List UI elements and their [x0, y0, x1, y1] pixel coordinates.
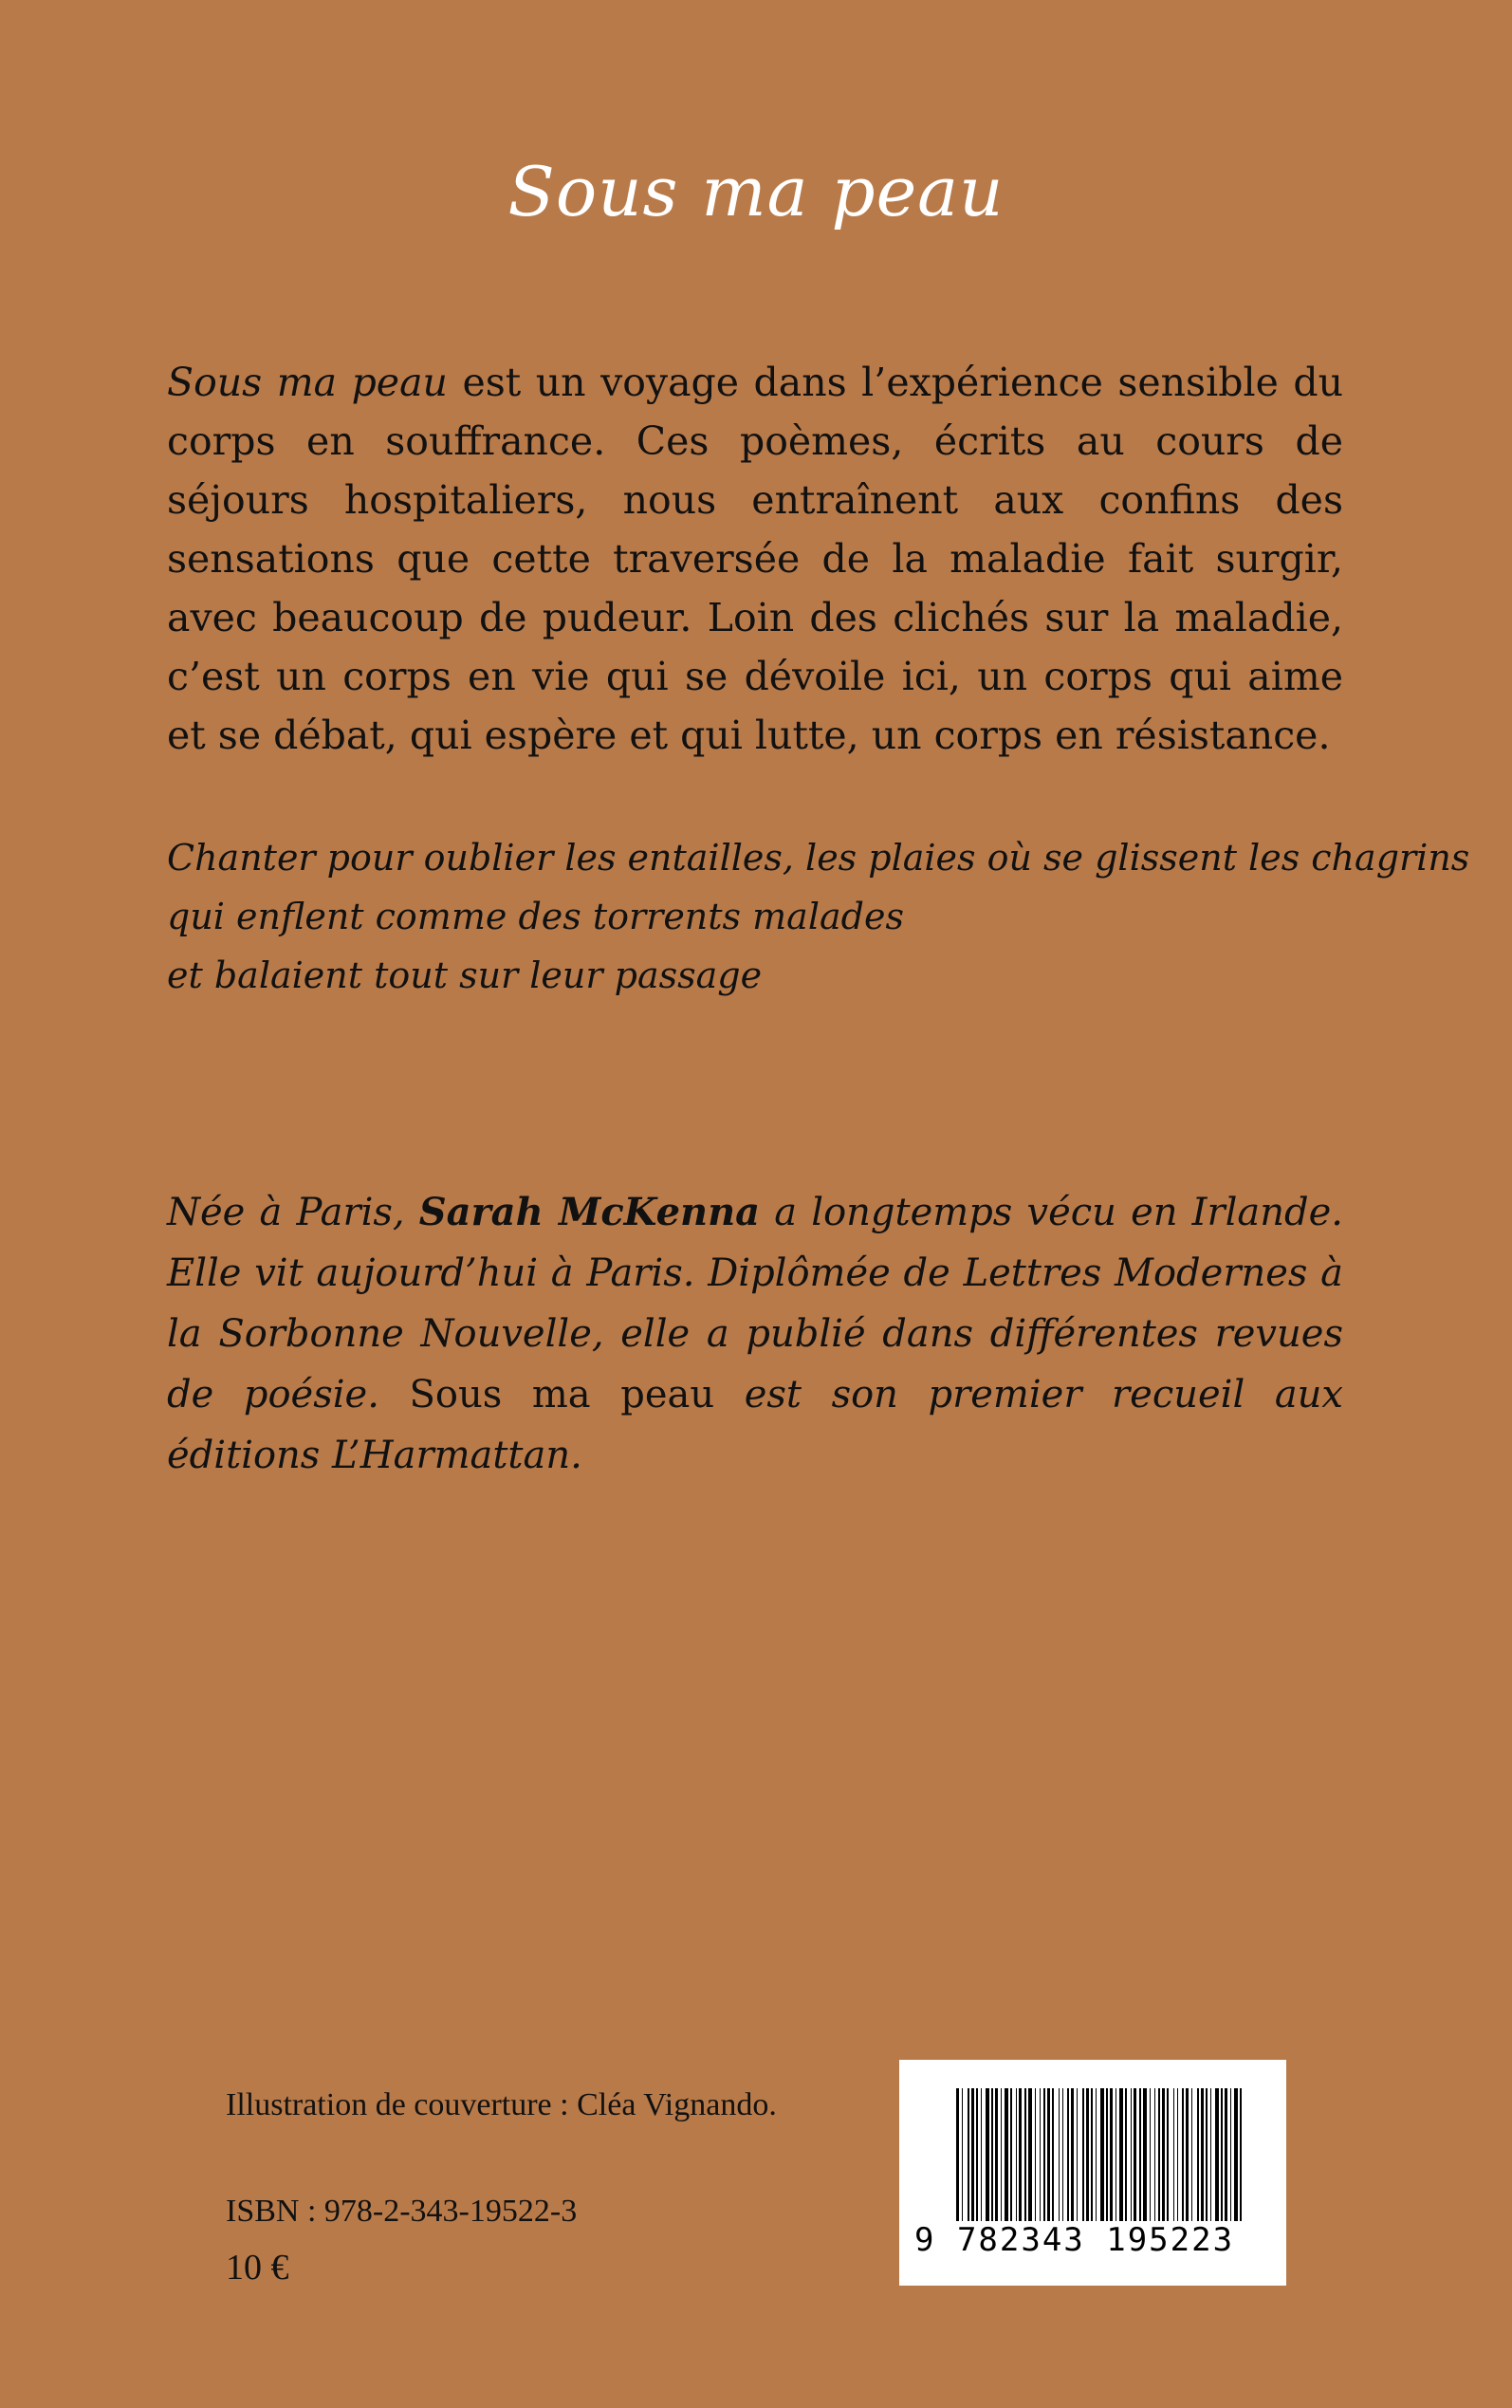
- barcode-bar: [1106, 2088, 1108, 2221]
- barcode-bar: [1082, 2088, 1084, 2221]
- blurb-text: est un voyage dans l’expérience sensible du corps en souffrance. Ces poèmes, écrits au cours de séjours hospitaliers, nous entraînent aux confins des sensations que cette traversée de la maladie fait surgir, avec beaucoup de pudeur. Loin des clichés sur la maladie, c’est un corps en vie qui se dévoile ici, un corps qui aime et se débat, qui espère et qui lutte, un corps en résistance.: [167, 360, 1343, 758]
- barcode-bar: [1201, 2088, 1204, 2221]
- barcode-bar: [1173, 2088, 1174, 2221]
- bio-part3: est son premier recueil aux éditions L’Harmattan.: [167, 1373, 1343, 1477]
- barcode-bar: [1119, 2088, 1123, 2221]
- barcode-bar: [1077, 2088, 1078, 2221]
- barcode-bar: [1047, 2088, 1050, 2221]
- barcode-bar: [1110, 2088, 1113, 2221]
- barcode-bar: [962, 2088, 963, 2221]
- excerpt-line: qui enflent comme des torrents malades: [167, 896, 904, 937]
- blurb-title-ref: Sous ma peau: [167, 360, 448, 405]
- barcode-bar: [1035, 2088, 1036, 2221]
- barcode-bar: [1086, 2088, 1089, 2221]
- blurb-paragraph: [167, 353, 1343, 765]
- barcode-bar: [1215, 2088, 1219, 2221]
- bio-part2: a longtemps vécu en Irlande. Elle vit aujourd’hui à Paris. Diplômée de Lettres Modernes à la Sorbonne Nouvelle, elle a publié dans différentes revues de poésie.: [167, 1191, 1343, 1417]
- barcode-bar: [995, 2088, 998, 2221]
- barcode-bar: [1162, 2088, 1165, 2221]
- price: 10 €: [226, 2248, 289, 2288]
- barcode-bar: [971, 2088, 974, 2221]
- barcode-bar: [1125, 2088, 1127, 2221]
- barcode-bar: [1096, 2088, 1097, 2221]
- barcode-bar: [1040, 2088, 1041, 2221]
- barcode-bar: [1062, 2088, 1063, 2221]
- barcode-bar: [1024, 2088, 1026, 2221]
- barcode-bar: [1091, 2088, 1093, 2221]
- excerpt-line: Chanter pour oublier les entailles, les plaies où se glissent les chagrins: [167, 837, 1470, 879]
- barcode-bar: [1001, 2088, 1002, 2221]
- barcode-bar: [1225, 2088, 1227, 2221]
- barcode-bar: [1134, 2088, 1136, 2221]
- illustration-credit: Illustration de couverture : Cléa Vignando.: [226, 2087, 777, 2122]
- barcode-bar: [1154, 2088, 1155, 2221]
- author-name: Sarah McKenna: [418, 1190, 761, 1234]
- barcode-bar: [1234, 2088, 1238, 2221]
- bio-title-ref: Sous ma peau: [409, 1373, 715, 1417]
- barcode-bar: [1028, 2088, 1032, 2221]
- barcode-bar: [1167, 2088, 1169, 2221]
- barcode-bar: [1043, 2088, 1045, 2221]
- barcode-bar: [1131, 2088, 1132, 2221]
- author-bio: [167, 1182, 1343, 1486]
- barcode-bar: [1010, 2088, 1012, 2221]
- cover-title: Sous ma peau: [507, 152, 1005, 232]
- barcode-bar: [1191, 2088, 1192, 2221]
- barcode: [899, 2060, 1286, 2286]
- barcode-bar: [1016, 2088, 1017, 2221]
- bio-part1: Née à Paris,: [167, 1191, 419, 1234]
- barcode-bar: [1150, 2088, 1151, 2221]
- barcode-bar: [1206, 2088, 1208, 2221]
- barcode-digits: 9 782343 195223: [914, 2221, 1235, 2259]
- barcode-bar: [1067, 2088, 1069, 2221]
- barcode-bar: [981, 2088, 982, 2221]
- isbn: ISBN : 978-2-343-19522-3: [226, 2194, 578, 2229]
- barcode-bar: [1005, 2088, 1008, 2221]
- barcode-bar: [1221, 2088, 1223, 2221]
- barcode-bar: [1197, 2088, 1199, 2221]
- barcode-bar: [1186, 2088, 1189, 2221]
- barcode-bar: [986, 2088, 989, 2221]
- barcode-bar: [1240, 2088, 1242, 2221]
- barcode-bar: [1230, 2088, 1231, 2221]
- poem-excerpt: [167, 828, 1470, 1005]
- barcode-bar: [1143, 2088, 1147, 2221]
- barcode-bar: [1100, 2088, 1104, 2221]
- barcode-bar: [1139, 2088, 1141, 2221]
- barcode-bar: [1071, 2088, 1074, 2221]
- barcode-bar: [1059, 2088, 1060, 2221]
- barcode-bar: [991, 2088, 993, 2221]
- excerpt-line: et balaient tout sur leur passage: [167, 954, 763, 996]
- barcode-bar: [1158, 2088, 1160, 2221]
- barcode-bar: [1019, 2088, 1022, 2221]
- barcode-bar: [1052, 2088, 1054, 2221]
- barcode-bar: [976, 2088, 978, 2221]
- barcode-bar: [1182, 2088, 1184, 2221]
- barcode-bar: [1210, 2088, 1211, 2221]
- barcode-bar: [956, 2088, 959, 2221]
- barcode-bar: [968, 2088, 969, 2221]
- barcode-bar: [1177, 2088, 1178, 2221]
